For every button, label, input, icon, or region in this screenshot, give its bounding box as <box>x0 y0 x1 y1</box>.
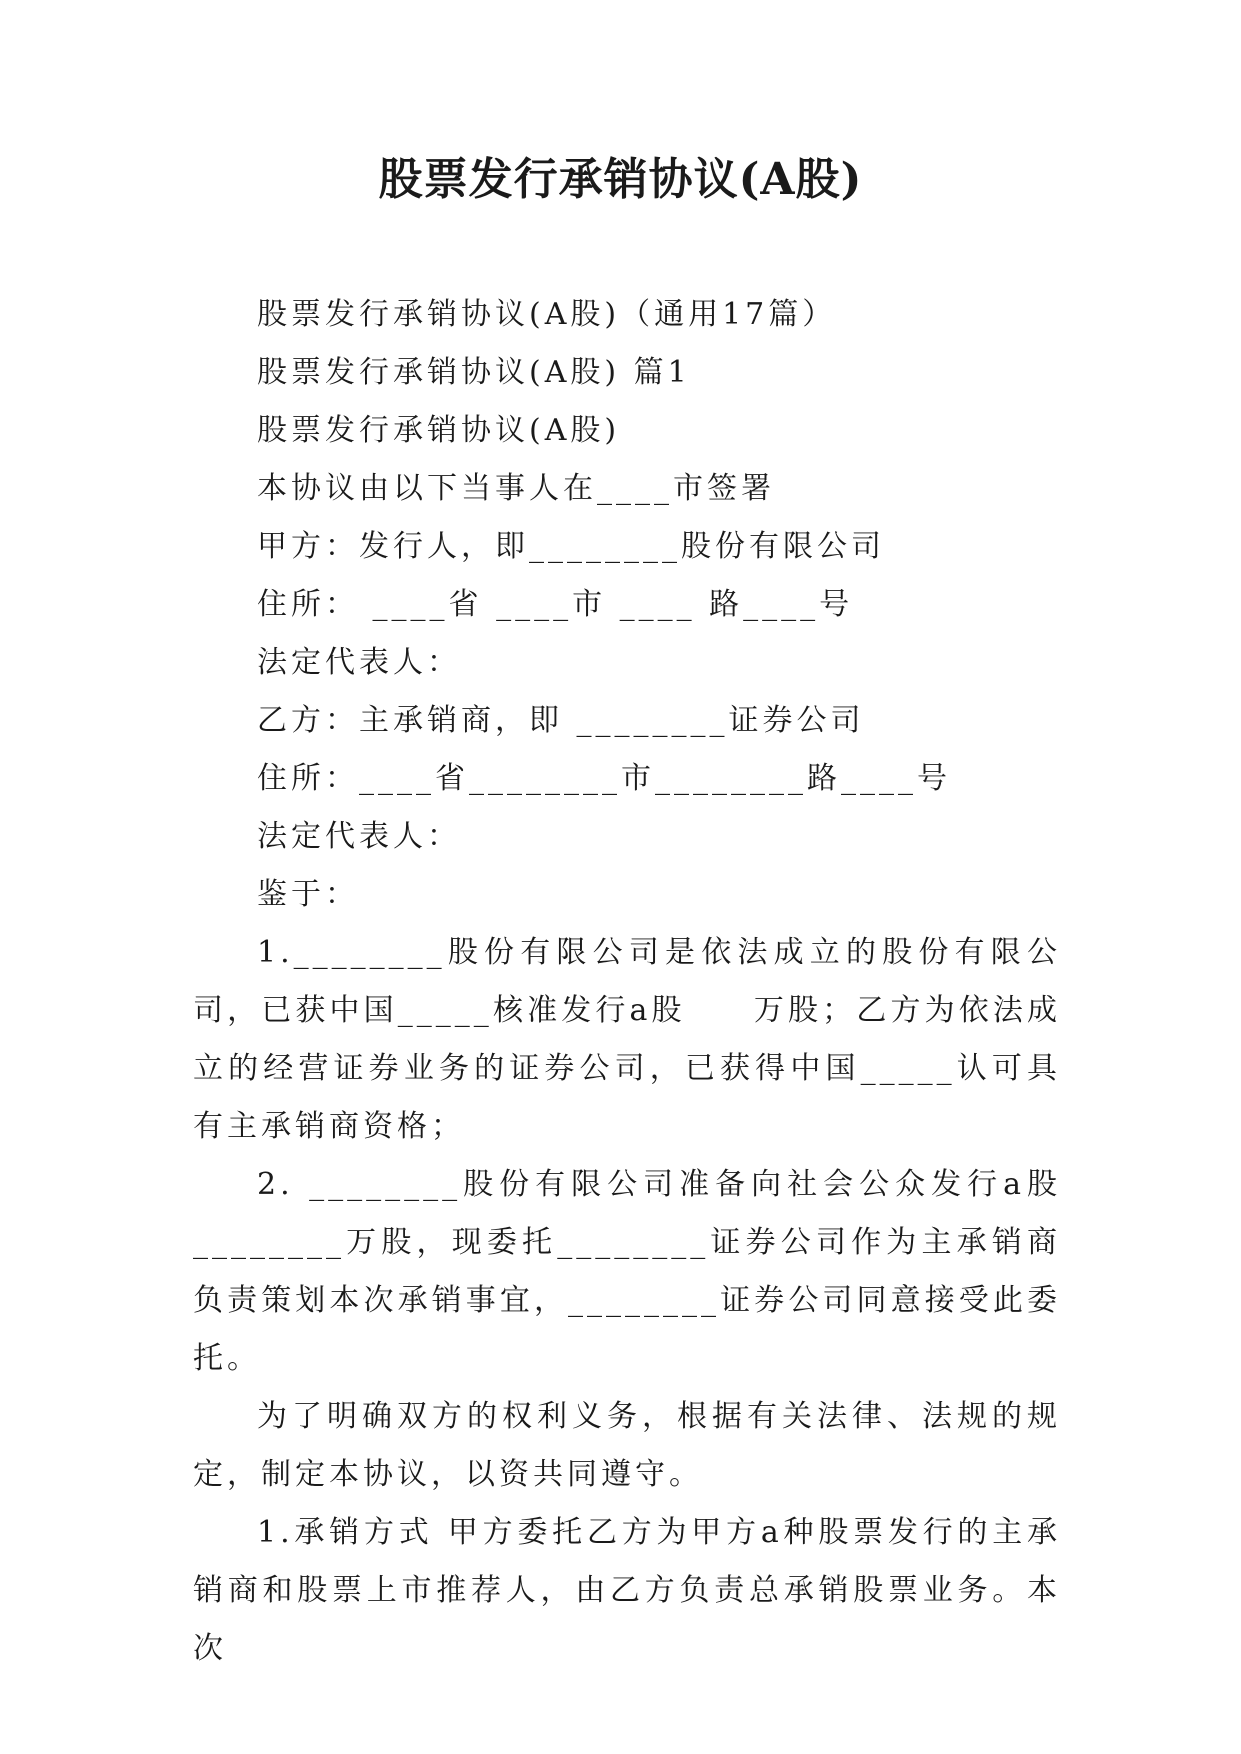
paragraph: 为了明确双方的权利义务，根据有关法律、法规的规定，制定本协议，以资共同遵守。 <box>193 1399 1061 1492</box>
paragraph: 1.________股份有限公司是依法成立的股份有限公司，已获中国_____核准发行a股 万股；乙方为依法成立的经营证券业务的证券公司，已获得中国_____认可具有主承销商资格； <box>193 935 1061 1144</box>
paragraph: 1.承销方式 甲方委托乙方为甲方a种股票发行的主承销商和股票上市推荐人，由乙方负责总承销股票业务。本次 <box>193 1515 1061 1666</box>
paragraph: 住所： ____省 ____市 ____ 路____号 <box>257 587 854 622</box>
paragraph: 股票发行承销协议(A股) 篇1 <box>257 355 691 390</box>
document-body <box>193 286 1061 1678</box>
paragraph: 乙方：主承销商，即 ________证券公司 <box>257 703 865 738</box>
paragraph: 甲方：发行人，即________股份有限公司 <box>257 529 885 564</box>
paragraph: 股票发行承销协议(A股)（通用17篇） <box>257 297 837 332</box>
paragraph: 法定代表人： <box>257 819 461 854</box>
document-title: 股票发行承销协议(A股) <box>378 154 863 205</box>
paragraph: 本协议由以下当事人在____市签署 <box>257 471 775 506</box>
paragraph: 住所：____省________市________路____号 <box>257 761 951 796</box>
paragraph: 股票发行承销协议(A股) <box>257 413 621 448</box>
paragraph: 鉴于： <box>257 877 359 912</box>
paragraph: 法定代表人： <box>257 645 461 680</box>
paragraph: 2. ________股份有限公司准备向社会公众发行a股________万股，现委托________证券公司作为主承销商负责策划本次承销事宜，________证券公司同意接受此委托。 <box>193 1167 1061 1376</box>
